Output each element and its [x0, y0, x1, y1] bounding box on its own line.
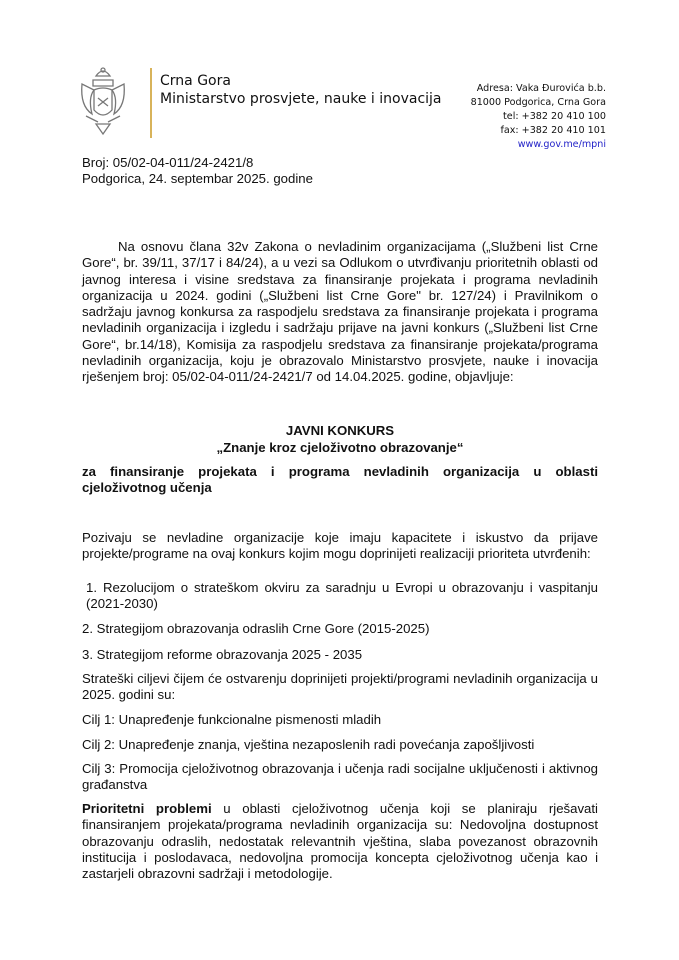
goal-item: Cilj 1: Unapređenje funkcionalne pismenosti mladih — [82, 712, 382, 727]
goals-intro: Strateški ciljevi čijem će ostvarenju doprinijeti projekti/programi nevladinih organizacija u 2025. godini su: — [82, 671, 598, 703]
ministry-name: Ministarstvo prosvjete, nauke i inovacija — [160, 91, 442, 107]
phone: tel: +382 20 410 100 — [503, 111, 606, 122]
scope: za finansiranje projekata i programa nevladinih organizacija u oblasti cjeloživotnog učenja — [82, 464, 598, 496]
website-link[interactable]: www.gov.me/mpni — [517, 139, 606, 150]
problems-text: u oblasti cjeloživotnog učenja koji se planiraju rješavati finansiranjem projekata/programa nevladinih organizacija su: Nedovoljna dostupnost obrazovanju odraslih, nedostatak relevantnih vještina, slaba povezanost obrazovnih institucija i poslodavaca, nedovoljna promocija koncepta cjeloživotnog učenja kao i zastarjeli obrazovni sadržaji i metodologije. — [82, 801, 598, 882]
header-divider — [150, 68, 152, 138]
country-name: Crna Gora — [160, 73, 231, 89]
invite-paragraph: Pozivaju se nevladine organizacije koje imaju kapacitete i iskustvo da prijave projekte/programe na ovaj konkurs kojim mogu doprinijeti realizaciji prioriteta utvrđenih: — [82, 530, 598, 562]
list-item: 3. Strategijom reforme obrazovanja 2025 - 2035 — [82, 647, 363, 662]
doc-title: JAVNI KONKURS — [285, 423, 395, 438]
doc-subtitle: „Znanje kroz cjeloživotno obrazovanje“ — [216, 440, 464, 455]
place-date: Podgorica, 24. septembar 2025. godine — [82, 171, 313, 186]
list-item: 2. Strategijom obrazovanja odraslih Crne Gore (2015-2025) — [82, 621, 430, 636]
reference-number: Broj: 05/02-04-011/24-2421/8 — [82, 155, 254, 170]
intro-paragraph: Na osnovu člana 32v Zakona o nevladinim organizacijama („Službeni list Crne Gore“, br. 39/11, 37/17 i 84/24), a u vezi sa Odlukom o utvrđivanju prioritetnih oblasti od javnog interesa i visine sredstava za finansiranje projekata i programa nevladinih organizacija u 2024. godini („Službeni list Crne Gore" br. 127/24) i Pravilnikom o sadržaju javnog konkursa za raspodjelu sredstava za finansiranje projekata i programa nevladinih organizacija i izgledu i sadržaju prijave na javni konkurs („Službeni list Crne Gore“, br.14/18), Komisija za raspodjelu sredstava za finansiranje projekata/programa nevladinih organizacija, koju je obrazovalo Ministarstvo prosvjete, nauke i inovacija rješenjem broj: 05/02-04-011/24-2421/7 od 14.04.2025. godine, objavljuje: — [82, 239, 598, 385]
goal-item: Cilj 3: Promocija cjeloživotnog obrazovanja i učenja radi socijalne uključenosti i aktivnog građanstva — [82, 761, 598, 793]
problems-paragraph — [82, 801, 598, 882]
goal-item: Cilj 2: Unapređenje znanja, vještina nezaposlenih radi povećanja zapošljivosti — [82, 737, 535, 752]
problems-label: Prioritetni problemi — [82, 801, 212, 816]
coat-of-arms-logo — [78, 66, 128, 138]
fax: fax: +382 20 410 101 — [500, 125, 606, 136]
address-line: Adresa: Vaka Đurovića b.b. — [476, 83, 606, 94]
list-item: 1. Rezolucijom o strateškom okviru za saradnju u Evropi u obrazovanju i vaspitanju (2021-2030) — [86, 580, 598, 612]
address-line: 81000 Podgorica, Crna Gora — [470, 97, 606, 108]
